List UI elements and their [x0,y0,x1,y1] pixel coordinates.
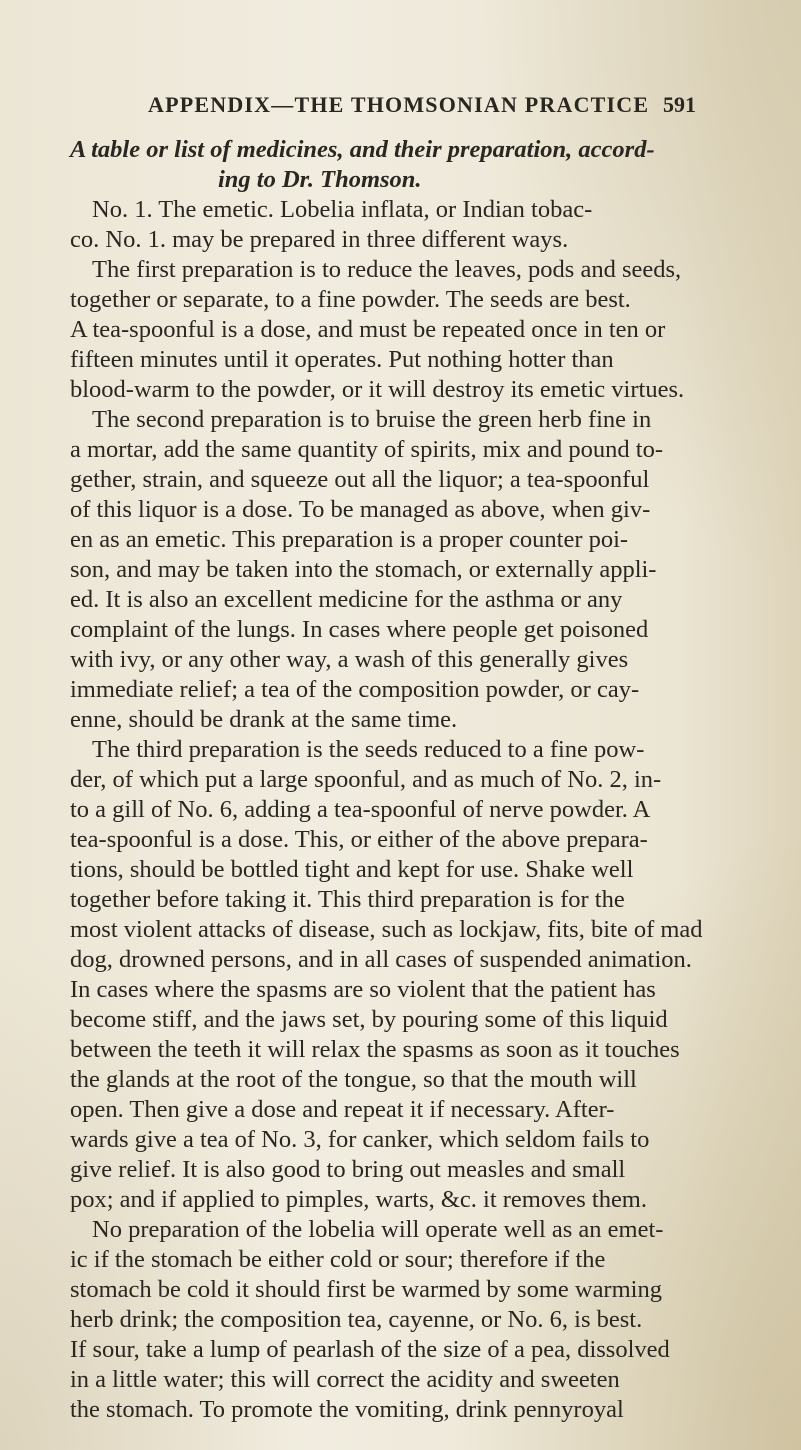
text-line: to a gill of No. 6, adding a tea-spoonful of nerve powder. A [70,796,651,823]
text-line: with ivy, or any other way, a wash of this generally gives [70,646,629,673]
text-line: If sour, take a lump of pearlash of the size of a pea, dissolved [70,1336,670,1363]
text-line: together or separate, to a fine powder. The seeds are best. [70,286,631,313]
text-line: together before taking it. This third preparation is for the [70,886,625,913]
text-line: co. No. 1. may be prepared in three different ways. [70,226,569,253]
text-line: A table or list of medicines, and their preparation, accord- [70,136,655,163]
text-line: the stomach. To promote the vomiting, drink pennyroyal [70,1396,624,1423]
text-line: son, and may be taken into the stomach, or externally appli- [70,556,657,583]
text-line: pox; and if applied to pimples, warts, &c. it removes them. [70,1186,647,1213]
text-line: in a little water; this will correct the acidity and sweeten [70,1366,620,1393]
text-line: No preparation of the lobelia will operate well as an emet- [92,1216,664,1243]
text-line: No. 1. The emetic. Lobelia inflata, or Indian tobac- [92,196,593,223]
text-line: between the teeth it will relax the spasms as soon as it touches [70,1036,680,1063]
text-line: The third preparation is the seeds reduced to a fine pow- [92,736,645,763]
text-line: ic if the stomach be either cold or sour; therefore if the [70,1246,606,1273]
text-line: herb drink; the composition tea, cayenne, or No. 6, is best. [70,1306,643,1333]
text-line: fifteen minutes until it operates. Put nothing hotter than [70,346,614,373]
text-line: gether, strain, and squeeze out all the liquor; a tea-spoonful [70,466,650,493]
text-line: ing to Dr. Thomson. [218,166,422,193]
text-line: open. Then give a dose and repeat it if necessary. After- [70,1096,615,1123]
text-line: wards give a tea of No. 3, for canker, which seldom fails to [70,1126,650,1153]
text-line: most violent attacks of disease, such as lockjaw, fits, bite of mad [70,916,703,943]
running-head: APPENDIX—THE THOMSONIAN PRACTICE [148,92,650,117]
text-line: enne, should be drank at the same time. [70,706,458,733]
text-line: stomach be cold it should first be warmed by some warming [70,1276,662,1303]
text-line: give relief. It is also good to bring out measles and small [70,1156,626,1183]
text-line: dog, drowned persons, and in all cases of suspended animation. [70,946,692,973]
text-line: ed. It is also an excellent medicine for the asthma or any [70,586,623,613]
text-line: of this liquor is a dose. To be managed as above, when giv- [70,496,651,523]
text-line: A tea-spoonful is a dose, and must be repeated once in ten or [70,316,666,343]
text-line: immediate relief; a tea of the composition powder, or cay- [70,676,640,703]
page-header [148,92,708,132]
text-line: a mortar, add the same quantity of spirits, mix and pound to- [70,436,664,463]
text-line: en as an emetic. This preparation is a proper counter poi- [70,526,629,553]
text-line: In cases where the spasms are so violent that the patient has [70,976,656,1003]
text-line: der, of which put a large spoonful, and as much of No. 2, in- [70,766,662,793]
text-line: the glands at the root of the tongue, so that the mouth will [70,1066,637,1093]
text-line: become stiff, and the jaws set, by pouring some of this liquid [70,1006,668,1033]
text-line: tea-spoonful is a dose. This, or either of the above prepara- [70,826,648,853]
text-line: tions, should be bottled tight and kept for use. Shake well [70,856,634,883]
page-number: 591 [663,92,696,117]
text-line: The first preparation is to reduce the leaves, pods and seeds, [92,256,682,283]
text-line: The second preparation is to bruise the green herb fine in [92,406,652,433]
text-line: blood-warm to the powder, or it will destroy its emetic virtues. [70,376,685,403]
text-line: complaint of the lungs. In cases where people get poisoned [70,616,649,643]
